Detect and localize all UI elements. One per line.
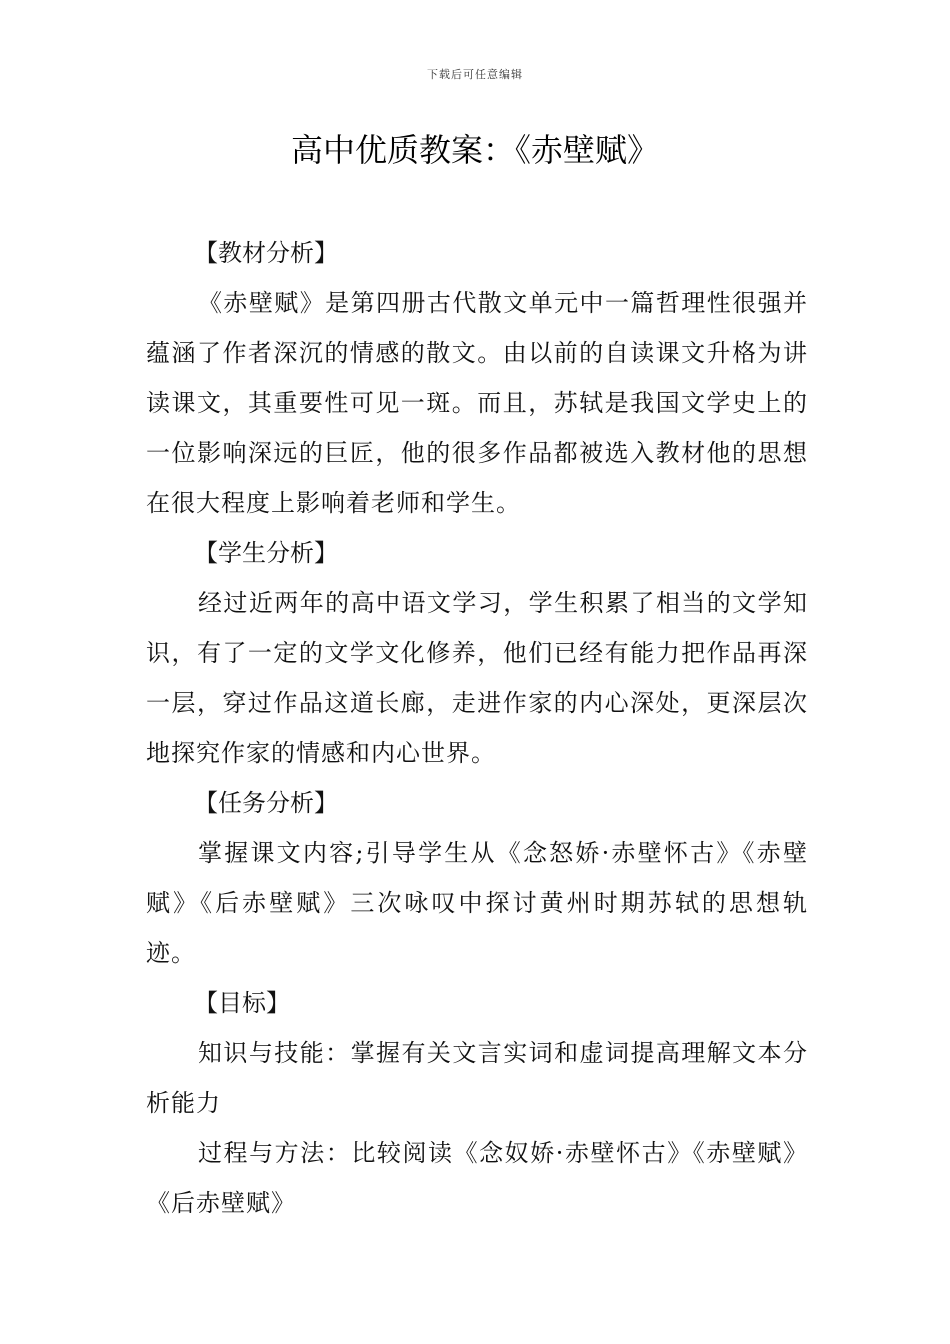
document-body (146, 228, 808, 1228)
page-header-note: 下载后可任意编辑 (427, 68, 523, 81)
section-objectives (146, 978, 808, 1228)
section-student-analysis (146, 528, 808, 778)
section-heading: 【学生分析】 (194, 539, 338, 567)
section-textbook-analysis (146, 228, 808, 528)
section-paragraph: 经过近两年的高中语文学习，学生积累了相当的文学知识，有了一定的文学文化修养，他们已经有能力把作品再深一层，穿过作品这道长廊，走进作家的内心深处，更深层次地探究作家的情感和内心世界。 (146, 589, 808, 767)
section-task-analysis (146, 778, 808, 978)
section-paragraph: 掌握课文内容;引导学生从《念怒娇·赤壁怀古》《赤壁赋》《后赤壁赋》三次咏叹中探讨黄州时期苏轼的思想轨迹。 (146, 839, 808, 967)
section-paragraph: 《赤壁赋》是第四册古代散文单元中一篇哲理性很强并蕴涵了作者深沉的情感的散文。由以前的自读课文升格为讲读课文，其重要性可见一斑。而且，苏轼是我国文学史上的一位影响深远的巨匠，他的很多作品都被选入教材他的思想在很大程度上影响着老师和学生。 (146, 289, 808, 517)
section-heading: 【目标】 (194, 989, 290, 1017)
section-heading: 【任务分析】 (194, 789, 338, 817)
section-heading: 【教材分析】 (194, 239, 338, 267)
section-paragraph: 知识与技能：掌握有关文言实词和虚词提高理解文本分析能力 (146, 1039, 808, 1117)
section-paragraph: 过程与方法：比较阅读《念奴娇·赤壁怀古》《赤壁赋》《后赤壁赋》 (146, 1139, 808, 1217)
document-title: 高中优质教案：《赤壁赋》 (290, 131, 659, 169)
